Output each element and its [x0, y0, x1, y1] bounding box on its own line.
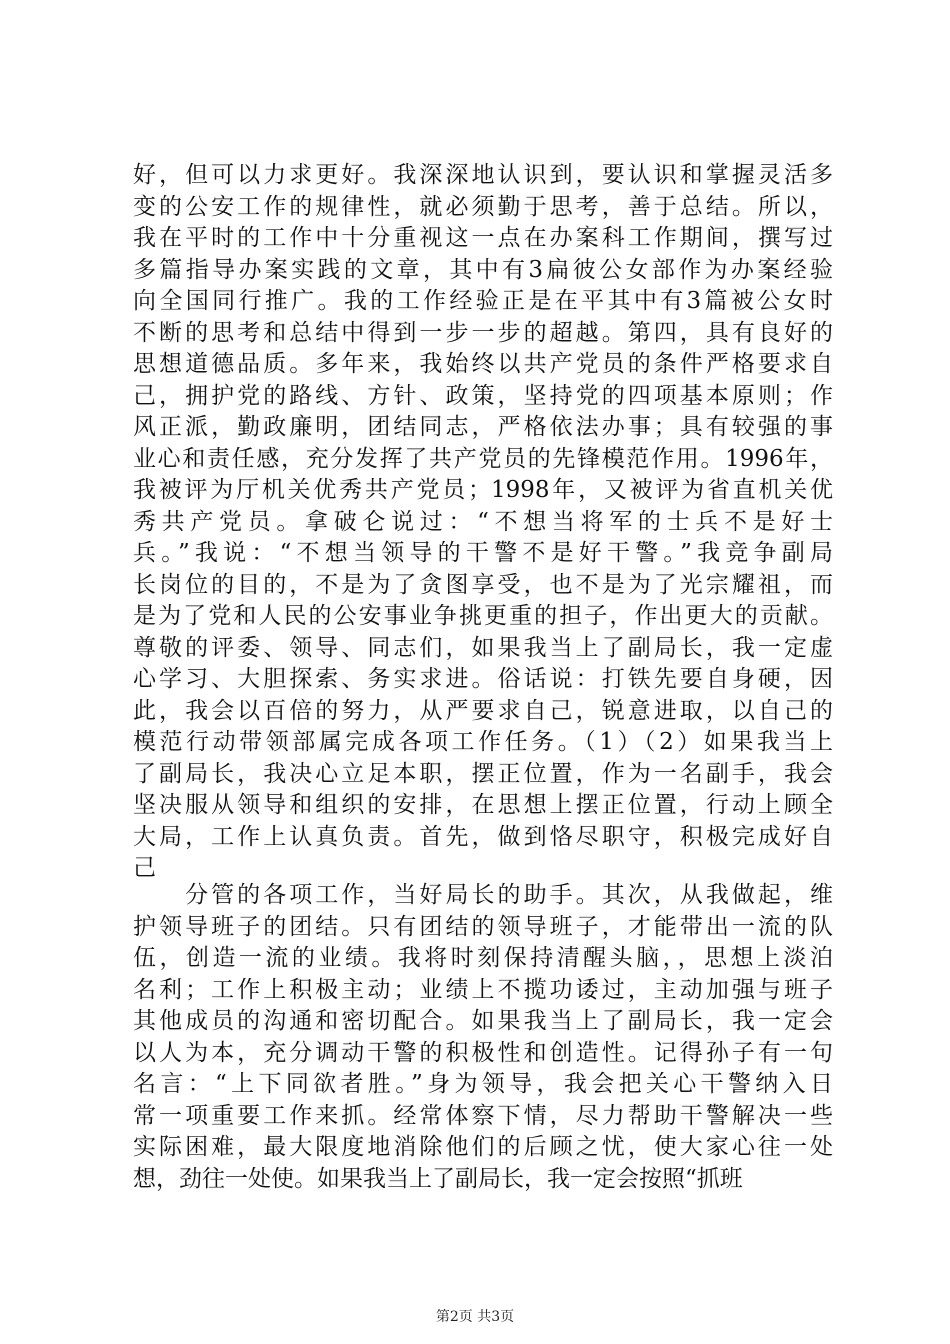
- text-line: 己: [133, 855, 156, 881]
- text-line: 想，劲往一处使。如果我当上了副局长，我一定会按照“抓班: [133, 1165, 743, 1192]
- text-line: 多篇指导办案实践的文章，其中有3扁彼公女部作为办案经验: [133, 256, 833, 283]
- text-line: 模范行动带领部属完成各项工作任务。（1）（2）如果我当上: [133, 729, 833, 755]
- text-line: 其他成员的沟通和密切配合。如果我当上了副局长，我一定会: [133, 1008, 833, 1034]
- text-line: 分管的各项工作，当好局长的助手。其次，从我做起，维: [133, 882, 833, 908]
- text-line: 尊敬的评委、领导、同志们，如果我当上了副局长，我一定虚: [133, 634, 833, 661]
- paragraph-2: [133, 880, 833, 1195]
- text-line: 伍，创造一流的业绩。我将时刻保持清醒头脑，，思想上淡泊: [133, 945, 833, 971]
- text-line: 业心和责任感，充分发挥了共产党员的先锋模范作用。1996年，: [133, 445, 833, 472]
- text-line: 风正派，勤政廉明，团结同志，严格依法办事；具有较强的事: [133, 414, 833, 440]
- text-line: 兵。”我说：“不想当领导的干警不是好干警。”我竞争副局: [133, 540, 833, 566]
- text-line: 是为了党和人民的公安事业争挑更重的担子，作出更大的贡献。: [133, 603, 833, 629]
- text-line: 常一项重要工作来抓。经常体察下情，尽力帮助干警解决一些: [133, 1102, 833, 1129]
- text-line: 心学习、大胆探索、务实求进。俗话说：打铁先要自身硬，因: [133, 666, 833, 692]
- text-line: 名言：“上下同欲者胜。”身为领导，我会把关心干警纳入日: [133, 1071, 833, 1097]
- text-line: 向全国同行推广。我的工作经验正是在平其中有3篇被公女时: [133, 288, 833, 314]
- text-line: 不断的思考和总结中得到一步一步的超越。第四，具有良好的: [133, 319, 833, 346]
- text-line: 坚决服从领导和组织的安排，在思想上摆正位置，行动上顾全: [133, 792, 833, 818]
- text-line: 此，我会以百倍的努力，从严要求自己，锐意进取，以自己的: [133, 697, 833, 724]
- text-line: 了副局长，我决心立足本职，摆正位置，作为一名副手，我会: [133, 760, 833, 787]
- text-line: 秀共产党员。拿破仑说过：“不想当将军的士兵不是好士: [133, 508, 833, 535]
- text-line: 以人为本，充分调动干警的积极性和创造性。记得孙子有一句: [133, 1039, 833, 1066]
- text-line: 长岗位的目的，不是为了贪图享受，也不是为了光宗耀祖，而: [133, 571, 833, 598]
- text-line: 实际困难，最大限度地消除他们的后顾之忧，使大家心往一处: [133, 1134, 833, 1160]
- paragraph-1: [133, 160, 833, 885]
- text-line: 己，拥护党的路线、方针、政策，坚持党的四项基本原则；作: [133, 382, 833, 409]
- text-line: 我被评为厅机关优秀共产党员；1998年，又被评为省直机关优: [133, 477, 833, 503]
- text-line: 护领导班子的团结。只有团结的领导班子，才能带出一流的队: [133, 913, 833, 940]
- text-line: 我在平时的工作中十分重视这一点在办案科工作期间，撰写过: [133, 225, 833, 251]
- text-line: 变的公安工作的规律性，就必须勤于思考，善于总结。所以，: [133, 193, 833, 220]
- text-line: 名利；工作上积极主动；业绩上不揽功诿过，主动加强与班子: [133, 976, 833, 1003]
- text-line: 思想道德品质。多年来，我始终以共产党员的条件严格要求自: [133, 351, 833, 377]
- text-line: 大局，工作上认真负责。首先，做到恪尽职守，积极完成好自: [133, 823, 833, 850]
- text-line: 好，但可以力求更好。我深深地认识到，要认识和掌握灵活多: [133, 162, 833, 188]
- page-footer: 第2页 共3页: [435, 1309, 515, 1325]
